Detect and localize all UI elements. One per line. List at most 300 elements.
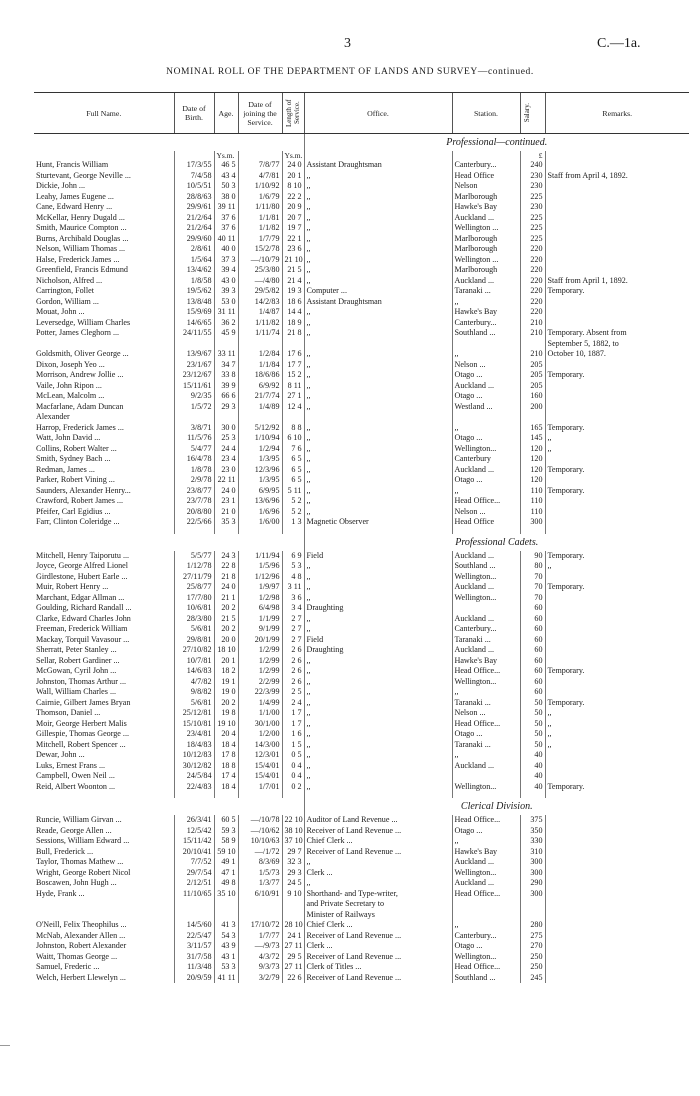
cell-remarks: Temporary. bbox=[545, 551, 689, 562]
cell-birth: 14/6/65 bbox=[174, 318, 214, 329]
cell-age: 43 1 bbox=[214, 952, 238, 963]
cell-salary: 90 bbox=[520, 551, 545, 562]
cell-office: ,, bbox=[304, 656, 452, 667]
cell-office: ,, bbox=[304, 202, 452, 213]
table-row bbox=[34, 423, 689, 434]
cell-salary: 60 bbox=[520, 624, 545, 635]
cell-birth: 5/4/77 bbox=[174, 444, 214, 455]
cell-salary: 225 bbox=[520, 213, 545, 224]
cell-birth: 2/12/51 bbox=[174, 878, 214, 889]
cell-salary: 120 bbox=[520, 444, 545, 455]
table-row bbox=[34, 878, 689, 889]
cell-remarks: Temporary. bbox=[545, 582, 689, 593]
cell-salary: 70 bbox=[520, 582, 545, 593]
cell-len: 2 7 bbox=[282, 624, 304, 635]
cell-salary: 60 bbox=[520, 635, 545, 646]
cell-office: ,, bbox=[304, 223, 452, 234]
cell-name: Clarke, Edward Charles John bbox=[36, 613, 131, 623]
cell-birth: 29/7/54 bbox=[174, 868, 214, 879]
table-row bbox=[34, 454, 689, 465]
table-row bbox=[34, 517, 689, 528]
cell-name: Saunders, Alexander Henry... bbox=[36, 485, 131, 495]
table-row bbox=[34, 836, 689, 847]
cell-name: Gillespie, Thomas George ... bbox=[36, 729, 129, 738]
cell-salary: 220 bbox=[520, 244, 545, 255]
cell-station: Auckland ... bbox=[452, 857, 520, 868]
cell-age: 53 3 bbox=[214, 962, 238, 973]
cell-office: Clerk ... bbox=[304, 868, 452, 879]
cell-len: 29 5 bbox=[282, 952, 304, 963]
cell-joined: 7/8/77 bbox=[238, 160, 282, 171]
cell-age: 59 3 bbox=[214, 826, 238, 837]
cell-joined: 6/9/92 bbox=[238, 381, 282, 392]
cell-joined: 1/2/98 bbox=[238, 593, 282, 604]
cell-station: Auckland ... bbox=[452, 276, 520, 287]
cell-birth: 9/2/35 bbox=[174, 391, 214, 402]
cell-office: ,, bbox=[304, 391, 452, 402]
cell-remarks bbox=[545, 412, 689, 423]
cell-station: Otago ... bbox=[452, 433, 520, 444]
table-row bbox=[34, 297, 689, 308]
cell-age: 20 0 bbox=[214, 635, 238, 646]
cell-name: Redman, James ... bbox=[36, 464, 95, 474]
cell-birth: 21/2/64 bbox=[174, 213, 214, 224]
cell-birth: 19/5/62 bbox=[174, 286, 214, 297]
cell-len: 20 9 bbox=[282, 202, 304, 213]
table-row bbox=[34, 255, 689, 266]
cell-office: ,, bbox=[304, 454, 452, 465]
cell-remarks bbox=[545, 677, 689, 688]
section-heading-row bbox=[34, 534, 689, 551]
cell-station: Marlborough bbox=[452, 234, 520, 245]
cell-age: 37 3 bbox=[214, 255, 238, 266]
cell-age: 43 4 bbox=[214, 171, 238, 182]
cell-joined: 1/2/99 bbox=[238, 656, 282, 667]
cell-len: 2 7 bbox=[282, 614, 304, 625]
cell-len bbox=[282, 910, 304, 921]
cell-salary: 245 bbox=[520, 973, 545, 984]
cell-remarks: ,, bbox=[545, 444, 689, 455]
section-heading: Professional Cadets. bbox=[304, 534, 689, 551]
cell-age: 17 4 bbox=[214, 771, 238, 782]
cell-joined: 20/1/99 bbox=[238, 635, 282, 646]
cell-joined: 6/10/91 bbox=[238, 889, 282, 900]
cell-len: 21 10 bbox=[282, 255, 304, 266]
cell-joined: —/10/79 bbox=[238, 255, 282, 266]
cell-office: ,, bbox=[304, 213, 452, 224]
cell-name: Gordon, William ... bbox=[36, 296, 99, 306]
cell-office: ,, bbox=[304, 561, 452, 572]
cell-remarks: Temporary. Absent from bbox=[545, 328, 689, 339]
cell-office: ,, bbox=[304, 687, 452, 698]
cell-station: Canterbury... bbox=[452, 624, 520, 635]
cell-joined: 15/2/78 bbox=[238, 244, 282, 255]
cell-remarks: October 10, 1887. bbox=[545, 349, 689, 360]
cell-birth bbox=[174, 412, 214, 423]
cell-name: McNab, Alexander Allen ... bbox=[36, 930, 126, 940]
cell-office: ,, bbox=[304, 771, 452, 782]
cell-name: Sherratt, Peter Stanley ... bbox=[36, 645, 117, 654]
table-row bbox=[34, 572, 689, 583]
cell-age: 23 0 bbox=[214, 465, 238, 476]
cell-salary: 330 bbox=[520, 836, 545, 847]
header-length-label: Length of Service. bbox=[284, 99, 301, 127]
table-row bbox=[34, 687, 689, 698]
cell-station: Auckland ... bbox=[452, 878, 520, 889]
cell-remarks bbox=[545, 645, 689, 656]
cell-age: 39 11 bbox=[214, 202, 238, 213]
cell-len: 4 8 bbox=[282, 572, 304, 583]
cell-len: 2 4 bbox=[282, 698, 304, 709]
cell-joined: 2/2/99 bbox=[238, 677, 282, 688]
cell-remarks bbox=[545, 244, 689, 255]
cell-office: Draughting bbox=[304, 603, 452, 614]
cell-station bbox=[452, 603, 520, 614]
cell-name: Dixon, Joseph Yeo ... bbox=[36, 359, 105, 369]
cell-len: 0 4 bbox=[282, 771, 304, 782]
cell-remarks bbox=[545, 454, 689, 465]
cell-age: 24 0 bbox=[214, 486, 238, 497]
cell-station: Canterbury... bbox=[452, 931, 520, 942]
cell-office: Receiver of Land Revenue ... bbox=[304, 973, 452, 984]
cell-joined: 1/11/80 bbox=[238, 202, 282, 213]
cell-office: ,, bbox=[304, 572, 452, 583]
cell-birth: 1/12/78 bbox=[174, 561, 214, 572]
cell-birth: 3/11/57 bbox=[174, 941, 214, 952]
cell-remarks bbox=[545, 952, 689, 963]
cell-office: ,, bbox=[304, 593, 452, 604]
header-station: Station. bbox=[452, 93, 520, 134]
cell-age: 19 8 bbox=[214, 708, 238, 719]
cell-salary: 120 bbox=[520, 465, 545, 476]
cell-birth: 2/9/78 bbox=[174, 475, 214, 486]
cell-station: Wellington... bbox=[452, 782, 520, 793]
cell-age: 18 8 bbox=[214, 761, 238, 772]
cell-name: Cane, Edward Henry ... bbox=[36, 202, 113, 211]
table-row bbox=[34, 223, 689, 234]
cell-name: Harrop, Frederick James ... bbox=[36, 422, 124, 432]
table-row bbox=[34, 899, 689, 910]
cell-remarks: Temporary. bbox=[545, 782, 689, 793]
cell-age: 33 11 bbox=[214, 349, 238, 360]
table-row bbox=[34, 551, 689, 562]
header-full-name: Full Name. bbox=[34, 93, 174, 134]
header-length-of-service bbox=[282, 93, 304, 134]
table-row bbox=[34, 160, 689, 171]
cell-age: 46 5 bbox=[214, 160, 238, 171]
cell-station: Wellington... bbox=[452, 868, 520, 879]
cell-salary: 225 bbox=[520, 223, 545, 234]
cell-office: ,, bbox=[304, 244, 452, 255]
table-row bbox=[34, 370, 689, 381]
cell-remarks bbox=[545, 360, 689, 371]
cell-len: 2 6 bbox=[282, 656, 304, 667]
table-row bbox=[34, 391, 689, 402]
cell-salary: 375 bbox=[520, 815, 545, 826]
cell-joined bbox=[238, 899, 282, 910]
cell-joined: 21/7/74 bbox=[238, 391, 282, 402]
cell-salary: 50 bbox=[520, 729, 545, 740]
cell-salary: 230 bbox=[520, 202, 545, 213]
table-row bbox=[34, 486, 689, 497]
cell-salary: 300 bbox=[520, 868, 545, 879]
cell-birth: 29/8/81 bbox=[174, 635, 214, 646]
cell-age: 20 4 bbox=[214, 729, 238, 740]
cell-len: 3 6 bbox=[282, 593, 304, 604]
cell-remarks: ,, bbox=[545, 708, 689, 719]
table-body bbox=[34, 134, 689, 984]
cell-joined: 1/6/79 bbox=[238, 192, 282, 203]
cell-remarks bbox=[545, 889, 689, 900]
cell-station: Head Office... bbox=[452, 719, 520, 730]
cell-name: Campbell, Owen Neil ... bbox=[36, 771, 115, 780]
cell-joined: 1/7/77 bbox=[238, 931, 282, 942]
cell-birth: 7/7/52 bbox=[174, 857, 214, 868]
cell-len: 27 1 bbox=[282, 391, 304, 402]
cell-name: McGowan, Cyril John ... bbox=[36, 666, 117, 675]
cell-office: ,, bbox=[304, 624, 452, 635]
cell-joined: 1/4/99 bbox=[238, 698, 282, 709]
cell-len: 29 3 bbox=[282, 868, 304, 879]
cell-office: ,, bbox=[304, 265, 452, 276]
cell-joined: —/10/78 bbox=[238, 815, 282, 826]
cell-name: Joyce, George Alfred Lionel bbox=[36, 561, 128, 570]
cell-birth: 4/7/82 bbox=[174, 677, 214, 688]
cell-remarks: Temporary. bbox=[545, 465, 689, 476]
cell-joined: 1/4/89 bbox=[238, 402, 282, 413]
cell-age: 17 8 bbox=[214, 750, 238, 761]
cell-office: ,, bbox=[304, 444, 452, 455]
cell-joined: 1/9/97 bbox=[238, 582, 282, 593]
cell-station: Otago ... bbox=[452, 729, 520, 740]
cell-salary bbox=[520, 910, 545, 921]
table-row bbox=[34, 318, 689, 329]
cell-len: 20 7 bbox=[282, 213, 304, 224]
cell-salary: 110 bbox=[520, 496, 545, 507]
cell-remarks bbox=[545, 265, 689, 276]
table-row bbox=[34, 868, 689, 879]
cell-remarks bbox=[545, 572, 689, 583]
cell-station: ,, bbox=[452, 297, 520, 308]
cell-birth: 14/6/83 bbox=[174, 666, 214, 677]
cell-birth: 20/9/59 bbox=[174, 973, 214, 984]
cell-salary: 205 bbox=[520, 381, 545, 392]
cell-age: 29 3 bbox=[214, 402, 238, 413]
cell-len: 32 3 bbox=[282, 857, 304, 868]
cell-remarks bbox=[545, 603, 689, 614]
cell-birth: 10/6/81 bbox=[174, 603, 214, 614]
table-row bbox=[34, 656, 689, 667]
cell-station: Wellington... bbox=[452, 593, 520, 604]
cell-remarks: ,, bbox=[545, 740, 689, 751]
cell-salary: 230 bbox=[520, 181, 545, 192]
header-date-joined: Date of joining the Service. bbox=[238, 93, 282, 134]
cell-age: 39 3 bbox=[214, 286, 238, 297]
cell-age: 54 3 bbox=[214, 931, 238, 942]
cell-station: Otago ... bbox=[452, 370, 520, 381]
cell-name: Macfarlane, Adam Duncan bbox=[36, 401, 124, 411]
header-remarks: Remarks. bbox=[545, 93, 689, 134]
cell-joined: 1/2/99 bbox=[238, 645, 282, 656]
cell-station: Wellington ... bbox=[452, 255, 520, 266]
cell-age: 19 10 bbox=[214, 719, 238, 730]
cell-station: Auckland ... bbox=[452, 465, 520, 476]
cell-age: 41 11 bbox=[214, 973, 238, 984]
cell-name: Morrison, Andrew Jollie ... bbox=[36, 370, 124, 379]
cell-office: ,, bbox=[304, 234, 452, 245]
cell-len: 24 0 bbox=[282, 160, 304, 171]
cell-birth: 5/6/81 bbox=[174, 698, 214, 709]
table-row bbox=[34, 729, 689, 740]
cell-remarks bbox=[545, 771, 689, 782]
cell-birth: 1/8/58 bbox=[174, 276, 214, 287]
cell-len: 38 10 bbox=[282, 826, 304, 837]
cell-birth: 21/2/64 bbox=[174, 223, 214, 234]
cell-joined: 1/1/99 bbox=[238, 614, 282, 625]
cell-salary: 225 bbox=[520, 234, 545, 245]
cell-remarks bbox=[545, 496, 689, 507]
age-unit: Ys.m. bbox=[214, 151, 238, 160]
cell-salary: 60 bbox=[520, 666, 545, 677]
cell-salary: 50 bbox=[520, 698, 545, 709]
cell-name: Wall, William Charles ... bbox=[36, 687, 117, 696]
cell-station bbox=[452, 771, 520, 782]
cell-salary: 300 bbox=[520, 889, 545, 900]
cell-station: Wellington... bbox=[452, 444, 520, 455]
cell-station: Auckland ... bbox=[452, 213, 520, 224]
cell-remarks bbox=[545, 847, 689, 858]
table-row bbox=[34, 635, 689, 646]
cell-remarks bbox=[545, 213, 689, 224]
cell-office: ,, bbox=[304, 677, 452, 688]
cell-station: Auckland ... bbox=[452, 381, 520, 392]
cell-office: ,, bbox=[304, 318, 452, 329]
cell-remarks: September 5, 1882, to bbox=[545, 339, 689, 350]
cell-len: 2 6 bbox=[282, 677, 304, 688]
cell-station: Head Office bbox=[452, 171, 520, 182]
cell-joined: 22/3/99 bbox=[238, 687, 282, 698]
cell-office: ,, bbox=[304, 750, 452, 761]
cell-remarks bbox=[545, 402, 689, 413]
cell-remarks bbox=[545, 962, 689, 973]
cell-birth: 1/5/64 bbox=[174, 255, 214, 266]
cell-salary: 220 bbox=[520, 307, 545, 318]
cell-len: 3 11 bbox=[282, 582, 304, 593]
cell-joined: 15/4/01 bbox=[238, 771, 282, 782]
cell-salary: 250 bbox=[520, 952, 545, 963]
cell-joined: 3/2/79 bbox=[238, 973, 282, 984]
cell-len: 22 10 bbox=[282, 815, 304, 826]
cell-joined: 1/11/82 bbox=[238, 318, 282, 329]
cell-salary: 350 bbox=[520, 826, 545, 837]
cell-name: Dickie, John ... bbox=[36, 181, 86, 190]
cell-age: 31 11 bbox=[214, 307, 238, 318]
cell-office: Assistant Draughtsman bbox=[304, 297, 452, 308]
cell-office: ,, bbox=[304, 666, 452, 677]
cell-remarks: Staff from April 1, 1892. bbox=[545, 276, 689, 287]
cell-age: 23 4 bbox=[214, 454, 238, 465]
cell-joined: 4/3/72 bbox=[238, 952, 282, 963]
cell-birth: 17/3/55 bbox=[174, 160, 214, 171]
cell-joined: 8/3/69 bbox=[238, 857, 282, 868]
table-row bbox=[34, 973, 689, 984]
table-row bbox=[34, 815, 689, 826]
cell-age: 53 0 bbox=[214, 297, 238, 308]
cell-len: 2 6 bbox=[282, 666, 304, 677]
cell-office: ,, bbox=[304, 729, 452, 740]
cell-joined bbox=[238, 412, 282, 423]
document-reference: C.—1a. bbox=[597, 36, 641, 51]
cell-remarks bbox=[545, 181, 689, 192]
cell-joined: 9/3/73 bbox=[238, 962, 282, 973]
cell-age: 24 3 bbox=[214, 551, 238, 562]
cell-office: Clerk ... bbox=[304, 941, 452, 952]
table-row bbox=[34, 782, 689, 793]
cell-salary: 250 bbox=[520, 962, 545, 973]
cell-salary: 110 bbox=[520, 507, 545, 518]
cell-joined: 1/3/95 bbox=[238, 475, 282, 486]
cell-age bbox=[214, 899, 238, 910]
cell-station: Canterbury... bbox=[452, 160, 520, 171]
cell-joined: 29/5/82 bbox=[238, 286, 282, 297]
cell-remarks bbox=[545, 910, 689, 921]
cell-station: Otago ... bbox=[452, 826, 520, 837]
table-row bbox=[34, 719, 689, 730]
cell-remarks bbox=[545, 614, 689, 625]
cell-age: 21 1 bbox=[214, 593, 238, 604]
cell-office: Chief Clerk ... bbox=[304, 920, 452, 931]
cell-len bbox=[282, 412, 304, 423]
cell-station bbox=[452, 899, 520, 910]
cell-name: Luks, Ernest Frans ... bbox=[36, 760, 106, 770]
cell-birth: 5/6/81 bbox=[174, 624, 214, 635]
cell-name: Sessions, William Edward ... bbox=[36, 836, 130, 845]
cell-age: 34 7 bbox=[214, 360, 238, 371]
cell-office: ,, bbox=[304, 255, 452, 266]
cell-remarks bbox=[545, 202, 689, 213]
cell-len: 23 6 bbox=[282, 244, 304, 255]
cell-station: Southland ... bbox=[452, 973, 520, 984]
cell-joined: —/10/62 bbox=[238, 826, 282, 837]
cell-joined: 1/5/73 bbox=[238, 868, 282, 879]
cell-age: 21 5 bbox=[214, 614, 238, 625]
cell-age: 50 3 bbox=[214, 181, 238, 192]
cell-remarks: Temporary. bbox=[545, 423, 689, 434]
units-row bbox=[34, 151, 689, 160]
cell-office: ,, bbox=[304, 614, 452, 625]
cell-age: 18 4 bbox=[214, 740, 238, 751]
table-row bbox=[34, 761, 689, 772]
cell-birth bbox=[174, 339, 214, 350]
page-number: 3 bbox=[344, 36, 351, 51]
cell-name: Bull, Frederick ... bbox=[36, 846, 94, 856]
cell-age: 18 10 bbox=[214, 645, 238, 656]
section-spacer bbox=[34, 134, 304, 152]
cell-len: 0 4 bbox=[282, 761, 304, 772]
cell-birth: 31/7/58 bbox=[174, 952, 214, 963]
cell-name: Moir, George Herbert Malis bbox=[36, 718, 127, 728]
cell-salary: 120 bbox=[520, 454, 545, 465]
cell-office: ,, bbox=[304, 698, 452, 709]
cell-office: Computer ... bbox=[304, 286, 452, 297]
cell-office: ,, bbox=[304, 740, 452, 751]
cell-name: Farr, Clinton Coleridge ... bbox=[36, 517, 120, 526]
cell-name: Thomson, Daniel ... bbox=[36, 708, 101, 717]
cell-age: 24 4 bbox=[214, 444, 238, 455]
cell-salary: 280 bbox=[520, 920, 545, 931]
cell-station: Hawke's Bay bbox=[452, 202, 520, 213]
cell-salary: 220 bbox=[520, 286, 545, 297]
